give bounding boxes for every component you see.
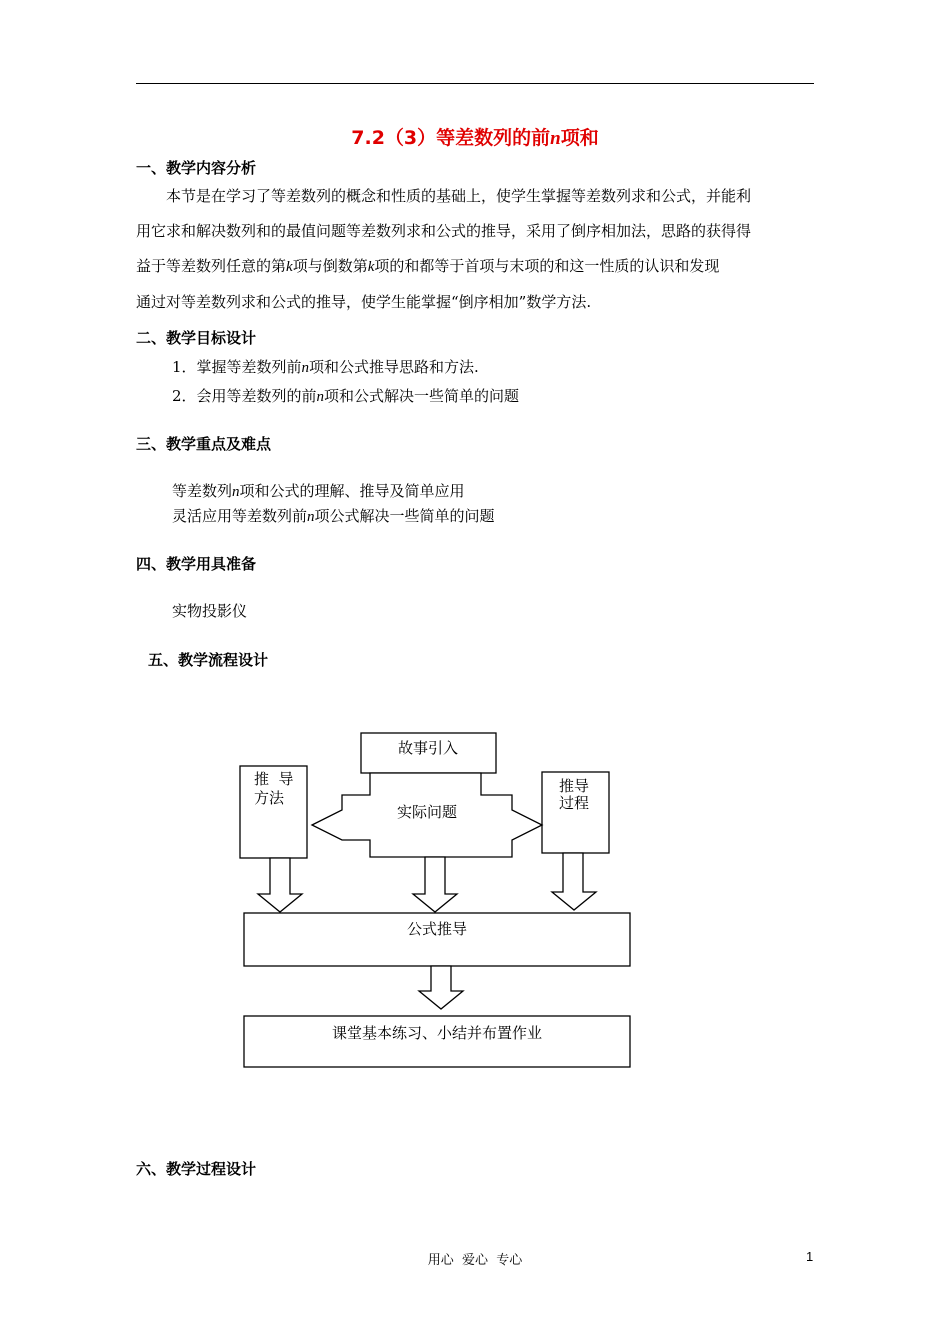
down-arrow-left bbox=[258, 858, 302, 912]
story-label: 故事引入 bbox=[397, 739, 459, 757]
teaching-tools-text: 实物投影仪 bbox=[172, 602, 248, 620]
down-arrow-right bbox=[552, 853, 596, 910]
keypoint-2-variable: n bbox=[307, 509, 315, 525]
objective-2-variable: n bbox=[316, 389, 325, 405]
title-variable: n bbox=[550, 128, 561, 149]
section-2-heading: 二、教学目标设计 bbox=[136, 329, 257, 347]
section-1-heading: 一、教学内容分析 bbox=[136, 159, 257, 177]
down-arrow-bottom bbox=[419, 966, 463, 1009]
paragraph-line-2: 用它求和解决数列和的最值问题等差数列求和公式的推导，采用了倒序相加法，思路的获得得 bbox=[136, 222, 752, 240]
line-3-part-c: 项的和都等于首项与末项的和这一性质的认识和发现 bbox=[374, 257, 720, 275]
variable-k-1: k bbox=[286, 259, 293, 275]
objective-1-variable: n bbox=[301, 360, 310, 376]
section-3-heading: 三、教学重点及难点 bbox=[136, 435, 272, 453]
line-3-part-a: 益于等差数列任意的第 bbox=[136, 257, 287, 275]
method-label-line-1: 推 导 bbox=[254, 770, 294, 788]
keypoint-2-text-end: 项公式解决一些简单的问题 bbox=[314, 507, 495, 525]
practice-label: 课堂基本练习、小结并布置作业 bbox=[331, 1024, 543, 1042]
keypoint-1-text-end: 项和公式的理解、推导及简单应用 bbox=[239, 482, 465, 500]
formula-label: 公式推导 bbox=[406, 920, 468, 938]
problem-label: 实际问题 bbox=[396, 803, 458, 821]
method-label-line-2: 方法 bbox=[254, 789, 285, 807]
keypoint-1-variable: n bbox=[232, 484, 240, 500]
section-4-heading: 四、教学用具准备 bbox=[136, 555, 257, 573]
down-arrow-center bbox=[413, 857, 457, 912]
objective-2-text-end: 项和公式解决一些简单的问题 bbox=[324, 387, 520, 405]
title-prefix: 7.2（3）等差数列的前 bbox=[351, 127, 551, 149]
objective-1-text-end: 项和公式推导思路和方法. bbox=[309, 358, 479, 376]
paragraph-line-1: 本节是在学习了等差数列的概念和性质的基础上，使学生掌握等差数列求和公式，并能利 bbox=[166, 187, 752, 205]
process-label-line-2: 过程 bbox=[559, 794, 590, 812]
process-label-line-1: 推导 bbox=[559, 777, 590, 795]
section-6-heading: 六、教学过程设计 bbox=[136, 1160, 257, 1178]
objective-1-text: 1．掌握等差数列前 bbox=[172, 358, 302, 376]
paragraph-line-4: 通过对等差数列求和公式的推导，使学生能掌握“倒序相加”数学方法. bbox=[136, 293, 592, 311]
title-suffix: 项和 bbox=[560, 127, 599, 149]
line-3-part-b: 项与倒数第 bbox=[292, 257, 368, 275]
variable-k-2: k bbox=[367, 259, 375, 275]
keypoint-1-text: 等差数列 bbox=[172, 482, 233, 500]
keypoint-2-text: 灵活应用等差数列前 bbox=[172, 507, 308, 525]
section-5-heading: 五、教学流程设计 bbox=[148, 651, 269, 669]
objective-2-text: 2．会用等差数列的前 bbox=[172, 387, 317, 405]
page-number: 1 bbox=[806, 1249, 814, 1264]
footer-text: 用心 爱心 专心 bbox=[427, 1253, 523, 1268]
